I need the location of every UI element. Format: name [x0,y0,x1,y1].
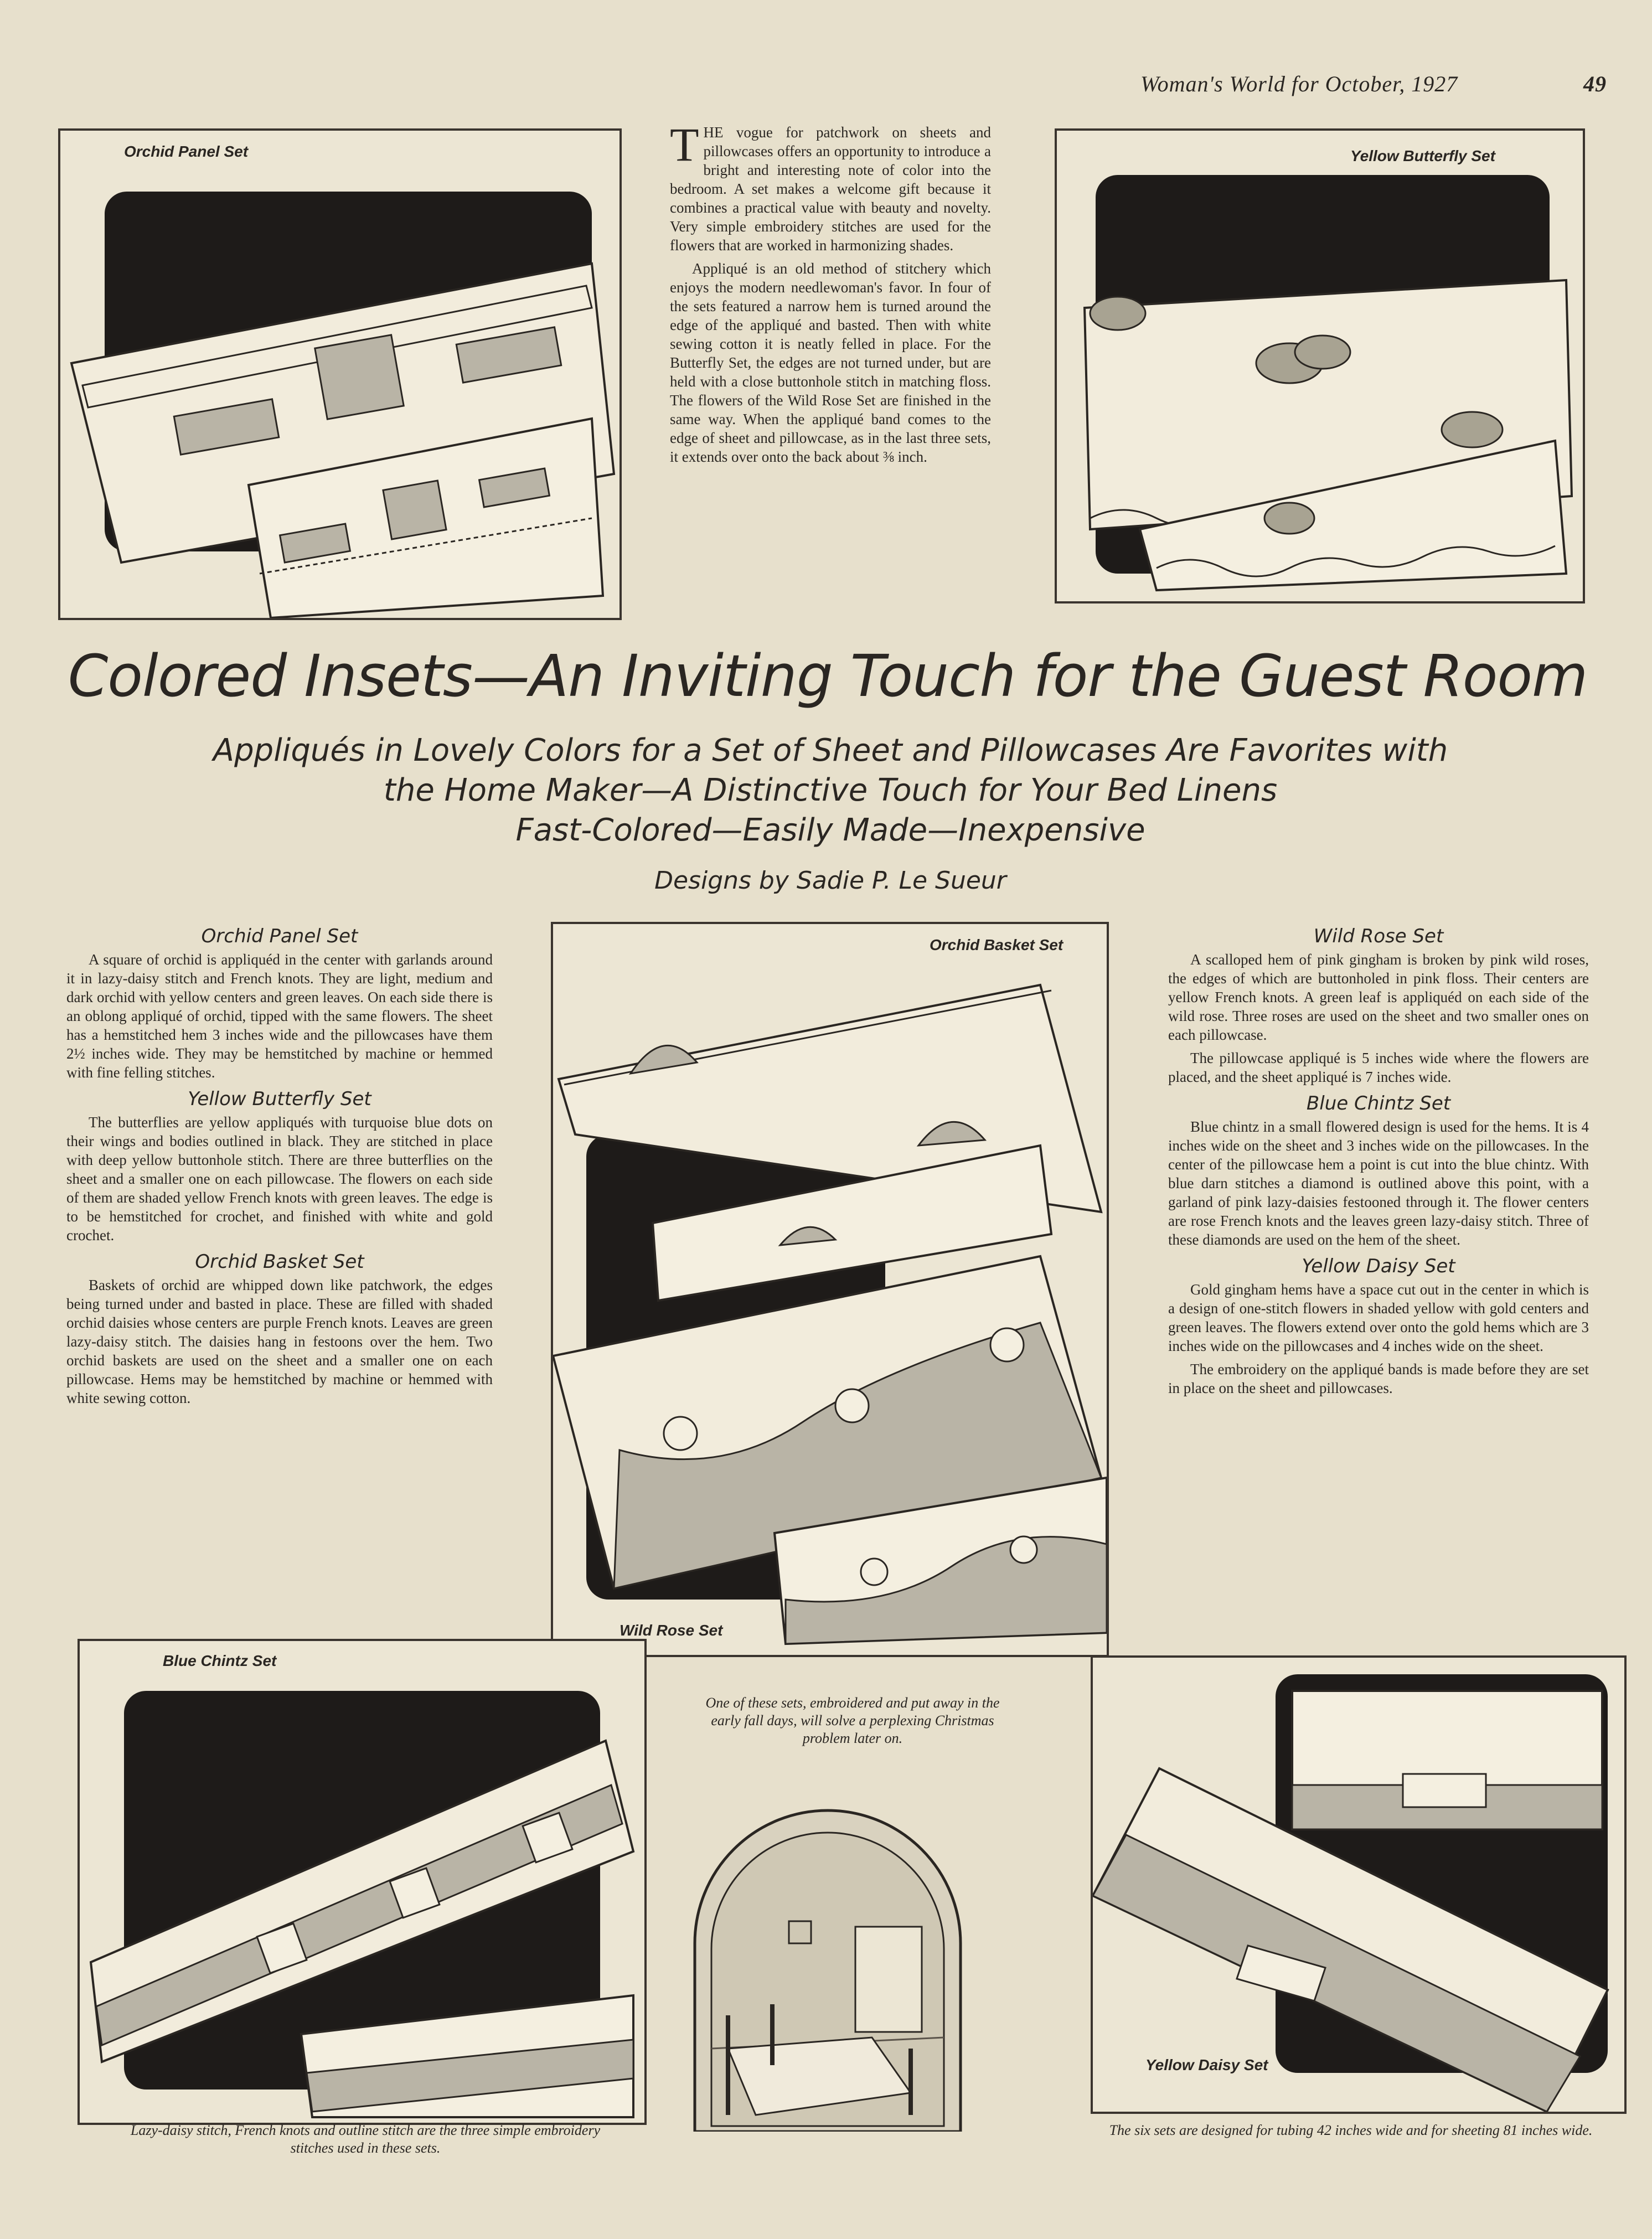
subtitle-line-3: Fast-Colored—Easily Made—Inexpensive [515,812,1145,848]
illustration-orchid-basket-wild-rose [551,922,1109,1657]
illustration-label: Yellow Butterfly Set [1350,147,1495,164]
caption-bottom-left: Lazy-daisy stitch, French knots and outline stitch are the three simple embroidery stitches used in these sets. [130,2122,601,2156]
yellow-daisy-text-2: The embroidery on the appliqué bands is made before they are set in place on the sheet and pillowcases. [1168,1361,1589,1396]
yellow-butterfly-drawing [1057,131,1583,601]
subtitle [83,731,1578,850]
yellow-daisy-heading: Yellow Daisy Set [1302,1255,1455,1277]
bedroom-drawing [689,1805,966,2132]
yellow-daisy-drawing [1093,1658,1624,2112]
wild-rose-text-1: A scalloped hem of pink gingham is broken by pink wild roses, the edges of which are buttonholed in pink floss. Their centers are yellow French knots. A green leaf is appliquéd on each side of the wild rose. Three roses are used on the sheet and two smaller ones on each pillowcase. [1168,951,1589,1043]
caption-bottom-right: The six sets are designed for tubing 42 inches wide and for sheeting 81 inches wide. [1109,2122,1593,2138]
right-column [1168,919,1589,1402]
illustration-label: Orchid Panel Set [124,143,249,160]
blue-chintz-heading: Blue Chintz Set [1306,1092,1451,1115]
illustration-label: Orchid Basket Set [930,936,1064,953]
orchid-panel-drawing [60,131,620,618]
page-number: 49 [1583,71,1607,96]
illustration-yellow-daisy [1091,1655,1627,2114]
illustration-blue-chintz [78,1639,647,2125]
intro-text [670,118,991,471]
orchid-basket-heading: Orchid Basket Set [195,1251,364,1273]
yellow-butterfly-text: The butterflies are yellow appliqués with turquoise blue dots on their wings and bodies outlined in black. They are stitched in place with deep yellow buttonhole stitch. There are three butterflies on the sheet and a smaller one on each pillowcase. The flowers on each side of them are shaded yellow French knots with green leaves. The edge is to be hemstitched for crochet, and finished with white and gold crochet. [66,1114,493,1244]
wild-rose-text-2: The pillowcase appliqué is 5 inches wide where the flowers are placed, and the sheet appliqué is 7 inches wide. [1168,1050,1589,1085]
left-column [66,919,493,1412]
blue-chintz-text: Blue chintz in a small flowered design is used for the hems. It is 4 inches wide on the sheet and 3 inches wide on the pillowcases. In the center of the pillowcase hem a point is cut into the blue chintz. With blue darn stitches a diamond is outlined above this point, with a garland of pink lazy-daisies festooned through it. The flower centers are rose French knots and the leaves green lazy-daisy stitch. Three of these diamonds are used on the hem of the sheet. [1168,1118,1589,1248]
yellow-daisy-text-1: Gold gingham hems have a space cut out in the center in which is a design of one-stitch flowers in shaded yellow with gold centers and green leaves. The flowers extend over onto the gold hems which are 3 inches wide on the pillowcases and 4 inches wide on the sheet. [1168,1281,1589,1354]
blue-chintz-drawing [80,1641,644,2123]
caption-center: One of these sets, embroidered and put away in the early fall days, will solve a perplexing Christmas problem later on. [705,1695,1000,1746]
orchid-basket-text: Baskets of orchid are whipped down like patchwork, the edges being turned under and basted in place. These are filled with shaded orchid daisies whose centers are purple French knots. Leaves are green lazy-daisy stitch. The daisies hang in festoons over the hem. Two orchid baskets are used on the sheet and a smaller one on each pillowcase. Hems may be hemstitched by machine or hemmed with white sewing cotton. [66,1277,493,1406]
yellow-butterfly-heading: Yellow Butterfly Set [188,1088,371,1110]
illustration-label: Yellow Daisy Set [1145,2056,1268,2073]
intro-paragraph-2: Appliqué is an old method of stitchery which enjoys the modern needlewoman's favor. In four of the sets featured a narrow hem is turned around the edge of the appliqué and basted. Then with white sewing cotton it is neatly felled in place. For the Butterfly Set, the edges are not turned under, but are held with a close buttonhole stitch in matching floss. The flowers of the Wild Rose Set are finished in the same way. When the appliqué band comes to the edge of sheet and pillowcase, as in the last three sets, it extends over onto the back about ⅜ inch. [670,260,991,465]
illustration-label: Blue Chintz Set [163,1652,277,1669]
illustration-label: Wild Rose Set [620,1622,723,1639]
main-title: Colored Insets—An Inviting Touch for the Guest Room [68,642,1588,710]
subtitle-line-2: the Home Maker—A Distinctive Touch for Your Bed Linens [383,772,1278,808]
subtitle-line-1: Appliqués in Lovely Colors for a Set of Sheet and Pillowcases Are Favorites with [213,732,1448,768]
byline: Designs by Sadie P. Le Sueur [654,866,1006,895]
wild-rose-heading: Wild Rose Set [1313,925,1444,947]
intro-paragraph-1: HE vogue for patchwork on sheets and pillowcases offers an opportunity to introduce a bright and interesting note of color into the bedroom. A set makes a welcome gift because it combines a practical value with beauty and novelty. Very simple embroidery stitches are used for the flowers that are worked in harmonizing shades. [670,124,991,254]
illustration-yellow-butterfly [1055,128,1585,603]
orchid-basket-wild-rose-drawing [553,924,1107,1655]
orchid-panel-heading: Orchid Panel Set [201,925,358,947]
bedroom-illustration [689,1805,966,2132]
running-title: Woman's World for October, 1927 [1140,71,1458,96]
drop-cap: T [670,118,699,171]
orchid-panel-text: A square of orchid is appliquéd in the center with garlands around it in lazy-daisy stitch and French knots. They are light, medium and dark orchid with yellow centers and green leaves. On each side there is an oblong appliqué of orchid, tipped with the same flowers. The sheet has a hemstitched hem 3 inches wide and the pillowcases have them 2½ inches wide. They may be hemstitched by machine or hemmed with fine felling stitches. [66,951,493,1081]
illustration-orchid-panel [58,128,622,620]
